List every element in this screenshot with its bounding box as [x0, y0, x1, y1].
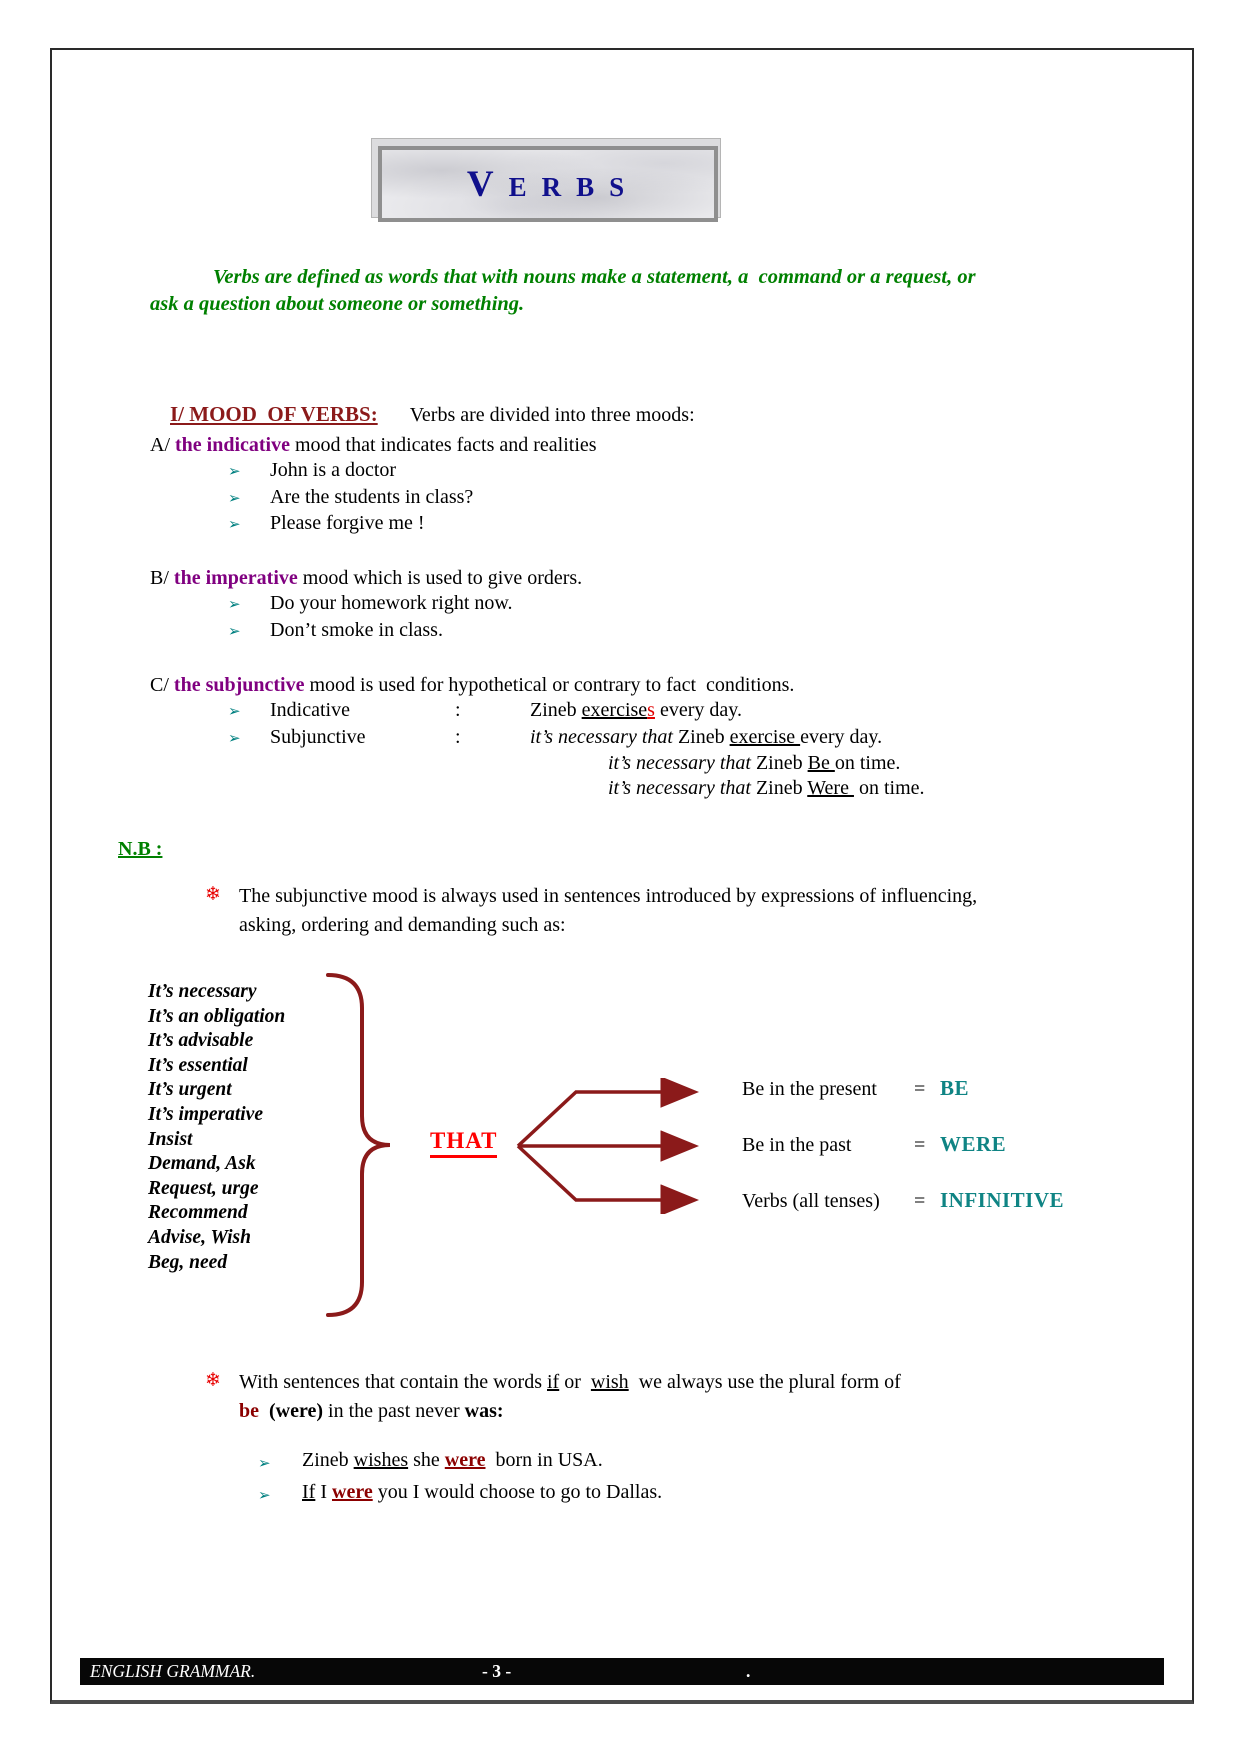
example-text [530, 698, 742, 725]
fragment: on time. [834, 752, 901, 774]
note-text [239, 1368, 911, 1426]
expression-item: Recommend [148, 1202, 248, 1224]
title-banner [378, 146, 718, 222]
equals-sign: = [914, 1078, 926, 1100]
underlined-verb: exercise [581, 699, 648, 721]
section-indicative [150, 433, 597, 538]
arrow-bullet-icon: ➢ [258, 1456, 271, 1472]
arrow-bullet-icon: ➢ [228, 597, 241, 613]
expression-item: It’s necessary [148, 981, 257, 1002]
nb-label: N.B : [118, 838, 163, 860]
colon-separator: : [455, 725, 461, 748]
italic-lead: it’s necessary that [530, 725, 678, 748]
example-text [530, 725, 882, 752]
example-text: Don’t smoke in class. [270, 618, 443, 641]
fragment: born in USA. [485, 1449, 603, 1471]
example-item [228, 725, 925, 752]
term-indicative: Indicative [270, 699, 350, 721]
result-label: Be in the present [742, 1078, 877, 1100]
result-row [742, 1188, 1064, 1213]
section-b-mood: the imperative [173, 567, 298, 589]
example-item [608, 751, 925, 776]
example-item [258, 1446, 662, 1478]
arrow-bullet-icon: ➢ [228, 464, 241, 480]
fragment [259, 1400, 269, 1422]
arrow-bullet-icon: ➢ [228, 517, 241, 533]
fragment: in the past never [323, 1400, 465, 1422]
example-text [302, 1446, 603, 1478]
bold-were-paren: (were) [269, 1400, 324, 1422]
example-item [608, 776, 925, 801]
section-a-heading [150, 433, 597, 458]
section-a-mood: the indicative [175, 434, 290, 456]
section-c-mood: the subjunctive [173, 674, 305, 696]
brace-graphic [318, 970, 413, 1320]
example-item [228, 511, 597, 538]
dark-red-were: were [332, 1481, 373, 1503]
mood-heading-caption: Verbs are divided into three moods: [409, 404, 695, 426]
example-text: Are the students in class? [270, 485, 474, 508]
fragment: Zineb [755, 776, 808, 799]
section-c-prefix: C/ [150, 674, 174, 696]
fragment: Zineb [302, 1449, 354, 1471]
underlined-wish: wish [590, 1371, 629, 1393]
italic-lead: it’s necessary that [608, 752, 756, 774]
bold-was: was: [464, 1400, 504, 1422]
note-subjunctive-usage [205, 882, 1025, 940]
underlined-if: if [547, 1371, 560, 1393]
fragment: every day. [800, 725, 883, 748]
result-value: WERE [940, 1132, 1007, 1156]
footer-dot: . [746, 1661, 751, 1681]
fragment: With sentences that contain the words [239, 1371, 547, 1393]
arrow-bullet-icon: ➢ [228, 730, 241, 747]
expression-item: It’s urgent [148, 1079, 232, 1101]
note-if-wish [205, 1368, 1065, 1426]
fragment: on time. [853, 776, 925, 799]
equals-sign: = [914, 1134, 926, 1156]
example-item [228, 698, 925, 725]
term-subjunctive: Subjunctive [270, 725, 366, 748]
example-item [228, 485, 597, 512]
underlined-verb: exercise [729, 725, 801, 748]
section-subjunctive [150, 673, 925, 800]
result-row [742, 1076, 969, 1101]
arrow-bullet-icon: ➢ [228, 490, 241, 507]
result-row [742, 1132, 1006, 1157]
fan-arrows-graphic [512, 1078, 757, 1214]
section-b-prefix: B/ [150, 567, 174, 589]
arrow-bullet-icon: ➢ [228, 704, 241, 720]
colon-separator: : [455, 699, 461, 721]
fragment: Zineb [677, 725, 730, 748]
expression-item: It’s advisable [148, 1030, 254, 1052]
expression-item: Insist [148, 1128, 193, 1150]
underlined-verb: Were [807, 776, 854, 799]
expression-item: Demand, Ask [148, 1153, 256, 1175]
fragment: every day. [654, 699, 742, 721]
example-text: Please forgive me ! [270, 512, 425, 534]
result-value: BE [940, 1076, 970, 1100]
section-c-rest: mood is used for hypothetical or contrary to fact conditions. [304, 674, 795, 696]
section-a-prefix: A/ [150, 434, 175, 456]
arrow-bullet-icon: ➢ [258, 1488, 271, 1504]
fragment: you I would choose to go to Dallas. [372, 1481, 663, 1503]
note-text: The subjunctive mood is always used in sentences introduced by expressions of influencing, asking, ordering and demanding such as: [239, 885, 983, 936]
example-item [228, 458, 597, 485]
equals-sign: = [914, 1190, 926, 1212]
example-text: Do your homework right now. [270, 592, 513, 614]
page-title: VERBS [466, 163, 640, 205]
section-b-rest: mood which is used to give orders. [297, 567, 583, 589]
section-a-rest: mood that indicates facts and realities [290, 434, 597, 456]
bottom-examples [258, 1446, 662, 1510]
example-item [228, 591, 582, 618]
mood-heading: I/ MOOD OF VERBS: [170, 402, 378, 426]
expression-item: It’s imperative [148, 1103, 263, 1125]
fragment: I [315, 1481, 332, 1503]
arrow-bullet-icon: ➢ [228, 623, 241, 640]
italic-lead: it’s necessary that [608, 776, 756, 799]
that-label: THAT [430, 1128, 497, 1158]
fragment: she [408, 1449, 445, 1471]
expression-item: Request, urge [148, 1177, 259, 1199]
expression-item: It’s an obligation [148, 1005, 286, 1027]
footer-title: ENGLISH GRAMMAR. [90, 1661, 256, 1681]
example-item [258, 1478, 662, 1510]
result-label: Be in the past [742, 1134, 852, 1156]
expression-item: Beg, need [148, 1251, 228, 1273]
fragment: Zineb [755, 752, 808, 774]
fragment: or [559, 1371, 591, 1393]
intro-paragraph: Verbs are defined as words that with nouns make a statement, a command or a request, or ask a question about someone or something. [150, 266, 981, 315]
result-value: INFINITIVE [940, 1188, 1065, 1212]
example-text: John is a doctor [270, 459, 397, 481]
example-text [302, 1478, 662, 1510]
underlined-wishes: wishes [353, 1449, 409, 1471]
dark-red-be: be [239, 1400, 259, 1422]
section-c-heading [150, 673, 925, 698]
footer-page-number: - 3 - [482, 1661, 512, 1681]
red-suffix: s [647, 699, 655, 721]
underlined-verb: Be [807, 752, 835, 774]
underlined-if: If [302, 1481, 316, 1503]
section-b-heading [150, 566, 582, 591]
result-label: Verbs (all tenses) [742, 1190, 880, 1212]
snowflake-icon: ❄ [205, 884, 221, 905]
section-imperative [150, 566, 582, 644]
dark-red-were: were [444, 1449, 486, 1471]
fragment: we always use the plural form of [628, 1371, 911, 1393]
snowflake-icon: ❄ [205, 1370, 221, 1391]
fragment: Zineb [530, 699, 582, 721]
footer-bar [80, 1658, 1164, 1685]
expression-item: Advise, Wish [148, 1226, 251, 1248]
expression-item: It’s essential [148, 1054, 248, 1076]
example-item [228, 618, 582, 645]
